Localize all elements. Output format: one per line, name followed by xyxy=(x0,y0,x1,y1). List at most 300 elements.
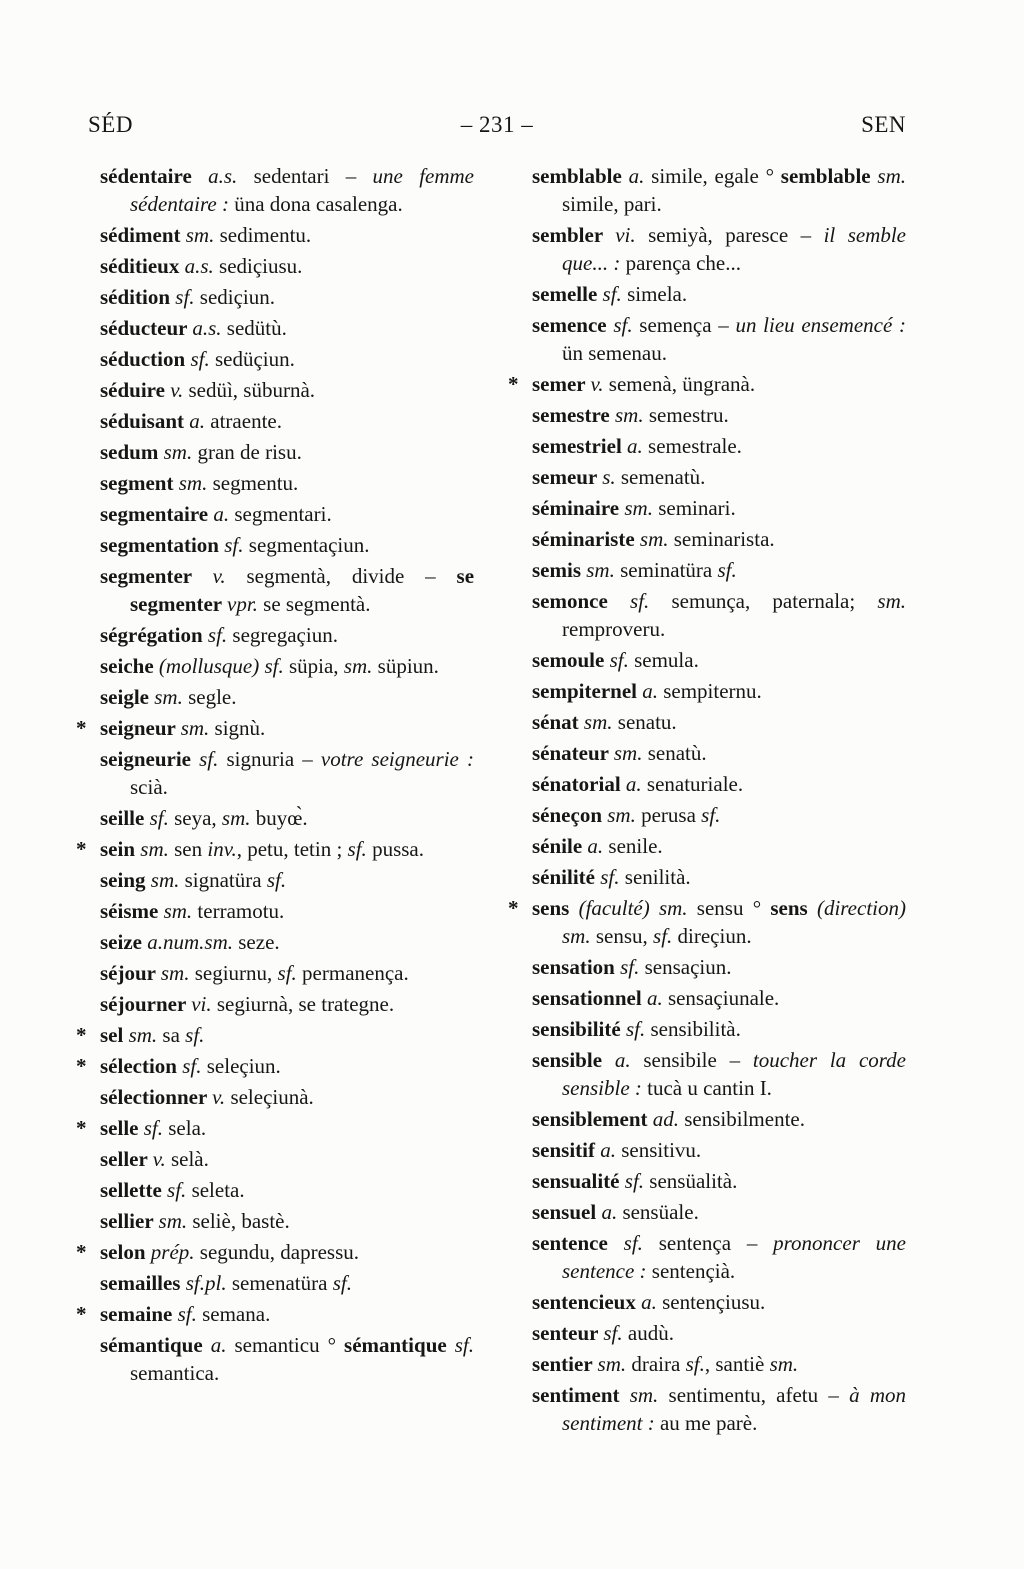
grammar-label: sf. xyxy=(613,313,633,337)
grammar-label: sf. xyxy=(332,1271,352,1295)
headword: sens xyxy=(532,896,579,920)
headword: sentiment xyxy=(532,1383,630,1407)
grammar-label: sf. xyxy=(224,533,244,557)
translation-text: semenà, üngranà. xyxy=(603,372,756,396)
dictionary-entry xyxy=(532,1105,906,1133)
translation-text: signù. xyxy=(209,716,266,740)
headword: sentence xyxy=(532,1231,624,1255)
dictionary-entry xyxy=(100,959,474,987)
translation-text: sensaçiun. xyxy=(639,955,732,979)
grammar-label: sf. xyxy=(454,1333,474,1357)
headword: semaine xyxy=(100,1302,178,1326)
grammar-label: s. xyxy=(602,465,616,489)
dictionary-entry xyxy=(532,1350,906,1378)
grammar-label: sf. xyxy=(207,623,228,647)
headword: sensibilité xyxy=(532,1017,626,1041)
grammar-label: sf. xyxy=(175,285,195,309)
grammar-label: a. xyxy=(628,164,645,188)
dictionary-entry xyxy=(532,1381,906,1437)
grammar-label: sm. xyxy=(877,589,906,613)
grammar-label: (faculté) sm. xyxy=(578,896,688,920)
translation-text: segmentu. xyxy=(207,471,299,495)
grammar-label: sf. xyxy=(701,803,721,827)
grammar-label: sm. xyxy=(597,1352,627,1376)
grammar-label: a. xyxy=(213,502,230,526)
dictionary-entry xyxy=(532,677,906,705)
translation-text: simile, pari. xyxy=(562,192,662,216)
dictionary-entry xyxy=(100,500,474,528)
dictionary-entry xyxy=(532,1136,906,1164)
headword: sellier xyxy=(100,1209,159,1233)
dictionary-entry xyxy=(532,984,906,1012)
headword: sémantique xyxy=(100,1333,211,1357)
translation-text: signatüra xyxy=(179,868,267,892)
grammar-label: il semble que... : xyxy=(562,223,907,275)
translation-text: sensaçiunale. xyxy=(662,986,780,1010)
grammar-label: sm. xyxy=(613,741,643,765)
grammar-label: a.s. xyxy=(192,316,222,340)
headword: sémantique xyxy=(344,1333,455,1357)
translation-text: sensu, xyxy=(590,924,654,948)
translation-text: sensibilità. xyxy=(645,1017,741,1041)
headword: seille xyxy=(100,806,150,830)
headword: sédition xyxy=(100,285,176,309)
translation-text: remproveru. xyxy=(562,617,666,641)
headword: selle xyxy=(100,1116,144,1140)
headword: semblable xyxy=(532,164,629,188)
dictionary-entry xyxy=(100,562,474,618)
grammar-label: sf. xyxy=(190,347,210,371)
translation-text: sedentari – xyxy=(237,164,373,188)
dictionary-entry xyxy=(100,531,474,559)
grammar-label: votre seigneurie : xyxy=(320,747,474,771)
headword: sein xyxy=(100,837,141,861)
grammar-label: vi. xyxy=(191,992,212,1016)
translation-text: seleta. xyxy=(186,1178,245,1202)
headword: sénateur xyxy=(532,741,614,765)
grammar-label: a. xyxy=(189,409,206,433)
grammar-label: sm. xyxy=(583,710,613,734)
grammar-label: (direction) sm. xyxy=(562,896,906,948)
dictionary-entry xyxy=(532,953,906,981)
translation-text: tucà u cantin I. xyxy=(641,1076,772,1100)
dictionary-entry xyxy=(532,525,906,553)
translation-text: permanença. xyxy=(296,961,409,985)
headword: séduction xyxy=(100,347,191,371)
grammar-label: sf. xyxy=(625,1017,646,1041)
translation-text: sensu ° xyxy=(687,896,771,920)
headword: séduire xyxy=(100,378,171,402)
translation-text: sedüçiun. xyxy=(209,347,295,371)
dictionary-entry xyxy=(532,401,906,429)
grammar-label: sm. xyxy=(163,440,193,464)
translation-text: gran de risu. xyxy=(192,440,302,464)
dictionary-entry xyxy=(532,708,906,736)
translation-text: süpiun. xyxy=(372,654,439,678)
grammar-label: sf. xyxy=(623,1231,643,1255)
grammar-label: sm. xyxy=(140,837,169,861)
headword: séjour xyxy=(100,961,161,985)
dictionary-entry xyxy=(532,1288,906,1316)
headword: sembler xyxy=(532,223,616,247)
grammar-label: sf. xyxy=(182,1054,202,1078)
grammar-label: a. xyxy=(614,1048,631,1072)
dictionary-entry xyxy=(532,221,906,277)
headword: selon xyxy=(100,1240,151,1264)
headword: sénile xyxy=(532,834,588,858)
dictionary-entry xyxy=(100,469,474,497)
headword: sélection xyxy=(100,1054,183,1078)
dictionary-entry xyxy=(100,314,474,342)
star-marker: * xyxy=(76,1054,87,1078)
dictionary-entry xyxy=(532,162,906,218)
dictionary-entry xyxy=(100,866,474,894)
dictionary-entry xyxy=(76,1052,474,1080)
translation-text: seya, xyxy=(168,806,222,830)
headword: semestre xyxy=(532,403,615,427)
headword: segmenter xyxy=(100,564,213,588)
translation-text: scià. xyxy=(130,775,168,799)
dictionary-entry xyxy=(100,652,474,680)
translation-text: semanticu ° xyxy=(226,1333,345,1357)
grammar-label: sm. xyxy=(615,403,644,427)
headword: sénatorial xyxy=(532,772,626,796)
grammar-label: à mon sentiment : xyxy=(562,1383,906,1435)
headword: semailles xyxy=(100,1271,186,1295)
grammar-label: sm. xyxy=(877,164,906,188)
grammar-label: a. xyxy=(210,1333,227,1357)
dictionary-entry xyxy=(76,1238,474,1266)
headword: semis xyxy=(532,558,587,582)
dictionary-entry xyxy=(100,162,474,218)
dictionary-entry xyxy=(532,1167,906,1195)
translation-text: semiyà, paresce – xyxy=(635,223,824,247)
dictionary-entry xyxy=(100,745,474,801)
star-marker: * xyxy=(76,1240,87,1264)
translation-text: sensüale. xyxy=(617,1200,699,1224)
grammar-label: un lieu ensemencé : xyxy=(735,313,906,337)
translation-text: semenatüra xyxy=(226,1271,333,1295)
headword: sénat xyxy=(532,710,584,734)
grammar-label: sf. xyxy=(347,837,367,861)
translation-text: sensitivu. xyxy=(616,1138,702,1162)
headword: seller xyxy=(100,1147,153,1171)
grammar-label: a. xyxy=(600,1138,616,1162)
headword: ségrégation xyxy=(100,623,208,647)
translation-text: sensibilmente. xyxy=(679,1107,805,1131)
headword: sensitif xyxy=(532,1138,601,1162)
dictionary-entry xyxy=(100,1145,474,1173)
grammar-label: inv. xyxy=(207,837,237,861)
dictionary-entry xyxy=(508,370,906,398)
headword: sensiblement xyxy=(532,1107,653,1131)
translation-text: se segmentà. xyxy=(257,592,371,616)
translation-text: semestru. xyxy=(643,403,729,427)
translation-text: buyœ̀. xyxy=(250,806,308,830)
translation-text: seminarista. xyxy=(668,527,775,551)
grammar-label: sm. xyxy=(607,803,636,827)
headword: sensible xyxy=(532,1048,615,1072)
grammar-label: sf. xyxy=(602,282,622,306)
star-marker: * xyxy=(508,372,519,396)
translation-text: üna dona casalenga. xyxy=(228,192,403,216)
translation-text: , petu, tetin ; xyxy=(236,837,348,861)
translation-text: sensüalità. xyxy=(644,1169,738,1193)
grammar-label: a. xyxy=(601,1200,618,1224)
translation-text: sa xyxy=(157,1023,186,1047)
dictionary-entry xyxy=(100,990,474,1018)
headword: seing xyxy=(100,868,151,892)
star-marker: * xyxy=(76,837,87,861)
grammar-label: sm. xyxy=(221,806,251,830)
grammar-label: sf. xyxy=(624,1169,645,1193)
dictionary-entry xyxy=(532,494,906,522)
translation-text: atraente. xyxy=(205,409,282,433)
dictionary-entry xyxy=(100,804,474,832)
translation-text: seliè, bastè. xyxy=(187,1209,290,1233)
headword: séditieux xyxy=(100,254,185,278)
translation-text: simela. xyxy=(621,282,688,306)
translation-text: segmentari. xyxy=(229,502,332,526)
translation-text: segle. xyxy=(182,685,237,709)
dictionary-entry xyxy=(100,376,474,404)
headword: sempiternel xyxy=(532,679,643,703)
grammar-label: sf. xyxy=(277,961,297,985)
grammar-label: a.s. xyxy=(208,164,238,188)
headword: semeur xyxy=(532,465,603,489)
grammar-label: ad. xyxy=(652,1107,679,1131)
headword: sens xyxy=(770,896,817,920)
translation-text: sela. xyxy=(163,1116,207,1140)
dictionary-entry xyxy=(532,463,906,491)
headword: sentencieux xyxy=(532,1290,642,1314)
translation-text: draira xyxy=(626,1352,686,1376)
headword: sélectionner xyxy=(100,1085,213,1109)
grammar-label: sf. xyxy=(149,806,169,830)
translation-text: pussa. xyxy=(366,837,424,861)
translation-text: segmentà, divide – xyxy=(225,564,457,588)
headword: séminariste xyxy=(532,527,640,551)
headword: se segmenter xyxy=(130,564,475,616)
dictionary-entry xyxy=(100,407,474,435)
headword: semence xyxy=(532,313,614,337)
dictionary-entry xyxy=(532,432,906,460)
headword: sensationnel xyxy=(532,986,647,1010)
grammar-label: a. xyxy=(642,679,658,703)
dictionary-entry xyxy=(100,283,474,311)
grammar-label: sf. xyxy=(177,1302,197,1326)
translation-text: direçiun. xyxy=(672,924,752,948)
headword: seize xyxy=(100,930,148,954)
dictionary-entry xyxy=(100,221,474,249)
grammar-label: sm. xyxy=(178,471,208,495)
grammar-label: sf. xyxy=(603,1321,623,1345)
grammar-label: a. xyxy=(646,986,663,1010)
grammar-label: sm. xyxy=(586,558,615,582)
headword: seigneurie xyxy=(100,747,200,771)
page-header xyxy=(88,112,906,138)
dictionary-entry xyxy=(100,928,474,956)
grammar-label: sm. xyxy=(624,496,653,520)
translation-text: , santiè xyxy=(704,1352,770,1376)
headword: seiche xyxy=(100,654,159,678)
headword: segmentation xyxy=(100,533,225,557)
grammar-label: sm. xyxy=(629,1383,659,1407)
translation-text: senile. xyxy=(603,834,663,858)
translation-text: sentençià. xyxy=(646,1259,736,1283)
dictionary-entry xyxy=(76,1021,474,1049)
translation-text: sediçiun. xyxy=(194,285,276,309)
dictionary-entry xyxy=(100,438,474,466)
grammar-label: vpr. xyxy=(227,592,258,616)
grammar-label: v. xyxy=(590,372,604,396)
dictionary-entry xyxy=(76,835,474,863)
grammar-label: sf. xyxy=(653,924,673,948)
running-head-left: SÉD xyxy=(88,112,133,137)
dictionary-entry xyxy=(532,1198,906,1226)
dictionary-entry xyxy=(100,345,474,373)
grammar-label: sm. xyxy=(160,961,190,985)
dictionary-entry xyxy=(532,832,906,860)
headword: semestriel xyxy=(532,434,628,458)
translation-text: sentençiusu. xyxy=(656,1290,766,1314)
headword: senteur xyxy=(532,1321,604,1345)
right-column xyxy=(508,162,907,1440)
two-column-content xyxy=(76,162,907,1440)
grammar-label: sf. xyxy=(685,1352,705,1376)
headword: semoule xyxy=(532,648,610,672)
dictionary-entry xyxy=(100,621,474,649)
headword: semonce xyxy=(532,589,631,613)
left-column xyxy=(76,162,475,1440)
star-marker: * xyxy=(508,896,519,920)
grammar-label: sf. xyxy=(600,865,620,889)
translation-text: semunça, paternala; xyxy=(649,589,878,613)
dictionary-entry xyxy=(100,1269,474,1297)
translation-text: perusa xyxy=(635,803,702,827)
dictionary-entry xyxy=(532,1319,906,1347)
translation-text: segregaçiun. xyxy=(227,623,338,647)
grammar-label: (mollusque) sf. xyxy=(158,654,284,678)
dictionary-entry xyxy=(508,894,906,950)
translation-text: selà. xyxy=(165,1147,209,1171)
grammar-label: prép. xyxy=(150,1240,195,1264)
headword: sensualité xyxy=(532,1169,625,1193)
translation-text: semestrale. xyxy=(642,434,742,458)
translation-text: senatù. xyxy=(642,741,707,765)
translation-text: segundu, dapressu. xyxy=(194,1240,359,1264)
grammar-label: a. xyxy=(641,1290,657,1314)
translation-text: sensibile – xyxy=(630,1048,753,1072)
dictionary-entry xyxy=(532,556,906,584)
translation-text: semantica. xyxy=(130,1361,220,1385)
grammar-label: une femme sédentaire : xyxy=(130,164,474,216)
headword: sellette xyxy=(100,1178,168,1202)
dictionary-entry xyxy=(532,587,906,643)
translation-text: seminari. xyxy=(652,496,736,520)
translation-text: seleçiun. xyxy=(201,1054,281,1078)
headword: séminaire xyxy=(532,496,625,520)
grammar-label: sf. xyxy=(185,1023,205,1047)
grammar-label: sm. xyxy=(180,716,210,740)
grammar-label: sm. xyxy=(163,899,193,923)
dictionary-entry xyxy=(76,714,474,742)
grammar-label: sf.pl. xyxy=(185,1271,227,1295)
translation-text: senilità. xyxy=(619,865,691,889)
headword: sel xyxy=(100,1023,129,1047)
dictionary-entry xyxy=(532,863,906,891)
grammar-label: vi. xyxy=(615,223,636,247)
translation-text: segiurnu, xyxy=(189,961,278,985)
headword: seigneur xyxy=(100,716,181,740)
dictionary-entry xyxy=(100,1331,474,1387)
headword: seigle xyxy=(100,685,155,709)
headword: séduisant xyxy=(100,409,190,433)
headword: sénilité xyxy=(532,865,601,889)
star-marker: * xyxy=(76,716,87,740)
headword: sédiment xyxy=(100,223,186,247)
dictionary-entry xyxy=(532,1015,906,1043)
grammar-label: v. xyxy=(212,1085,226,1109)
grammar-label: sm. xyxy=(639,527,669,551)
translation-text: segiurnà, se trategne. xyxy=(211,992,395,1016)
grammar-label: v. xyxy=(212,564,226,588)
page-number: – 231 – xyxy=(460,112,534,137)
dictionary-entry xyxy=(100,1083,474,1111)
translation-text: senatu. xyxy=(612,710,677,734)
headword: sensuel xyxy=(532,1200,602,1224)
translation-text: audù. xyxy=(622,1321,674,1345)
grammar-label: sf. xyxy=(266,868,287,892)
dictionary-entry xyxy=(100,252,474,280)
grammar-label: sf. xyxy=(620,955,640,979)
grammar-label: sf. xyxy=(143,1116,163,1140)
headword: séjourner xyxy=(100,992,192,1016)
dictionary-entry xyxy=(532,739,906,767)
translation-text: seze. xyxy=(233,930,280,954)
grammar-label: sm. xyxy=(185,223,215,247)
grammar-label: a.num.sm. xyxy=(147,930,233,954)
grammar-label: sm. xyxy=(128,1023,158,1047)
headword: segmentaire xyxy=(100,502,214,526)
grammar-label: sf. xyxy=(630,589,650,613)
star-marker: * xyxy=(76,1116,87,1140)
translation-text: semenatù. xyxy=(615,465,706,489)
dictionary-entry xyxy=(76,1300,474,1328)
translation-text: sedüì, süburnà. xyxy=(183,378,316,402)
headword: semblable xyxy=(780,164,878,188)
dictionary-entry xyxy=(100,683,474,711)
dictionary-entry xyxy=(532,801,906,829)
grammar-label: a. xyxy=(587,834,604,858)
dictionary-entry xyxy=(532,311,906,367)
grammar-label: prononcer une sentence : xyxy=(562,1231,907,1283)
translation-text: seminatüra xyxy=(614,558,718,582)
grammar-label: a.s. xyxy=(184,254,214,278)
grammar-label: sf. xyxy=(167,1178,187,1202)
dictionary-entry xyxy=(100,1207,474,1235)
star-marker: * xyxy=(76,1023,87,1047)
headword: séneçon xyxy=(532,803,608,827)
translation-text: terramotu. xyxy=(192,899,285,923)
translation-text: semença – xyxy=(632,313,736,337)
grammar-label: toucher la corde sensible : xyxy=(562,1048,906,1100)
translation-text: sediçiusu. xyxy=(213,254,303,278)
grammar-label: sf. xyxy=(717,558,737,582)
headword: séducteur xyxy=(100,316,193,340)
headword: sedum xyxy=(100,440,164,464)
translation-text: süpia, xyxy=(283,654,344,678)
